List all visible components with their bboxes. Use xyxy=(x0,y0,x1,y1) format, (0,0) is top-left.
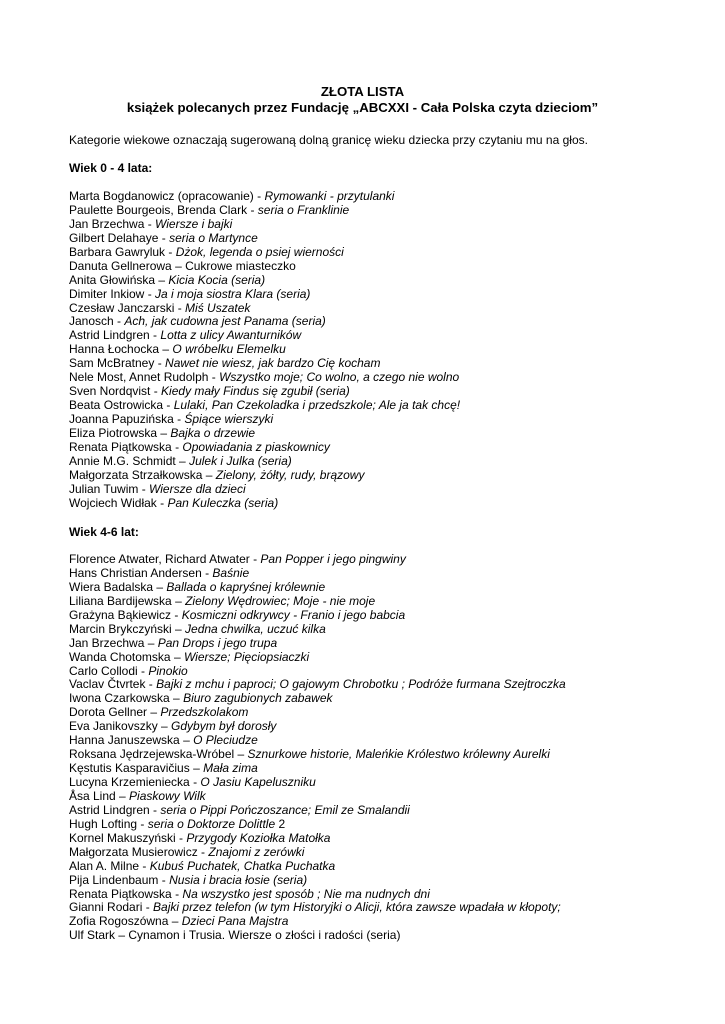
book-entry xyxy=(69,427,460,441)
book-title: Przygody Koziołka Matołka xyxy=(186,830,331,845)
book-entry xyxy=(69,455,460,469)
separator: - xyxy=(156,495,168,510)
separator: – xyxy=(157,719,172,734)
book-title: O Pleciudze xyxy=(193,733,258,748)
book-author: Barbara Gawryluk xyxy=(69,244,166,259)
separator: – xyxy=(168,914,182,929)
book-author: Roksana Jędrzejewska-Wróbel xyxy=(69,747,235,762)
document-subtitle: książek polecanych przez Fundację „ABCXXI - Cała Polska czyta dzieciom” xyxy=(126,100,599,115)
book-title: Zielony Wędrowiec; Moje - nie moje xyxy=(185,593,376,608)
book-entry xyxy=(69,874,566,888)
book-title: O wróbelku Elemelku xyxy=(172,342,286,357)
book-list-age-0-4 xyxy=(69,190,460,511)
book-author: Åsa Lind xyxy=(69,788,116,803)
separator: – xyxy=(159,342,173,357)
book-title: Nusia i bracia łosie (seria) xyxy=(169,872,308,887)
book-list-age-4-6 xyxy=(69,553,566,943)
book-title: Kosmiczni odkrywcy - Franio i jego babcia xyxy=(181,607,406,622)
book-author: Hans Christian Andersen xyxy=(69,565,202,580)
book-title: Julek i Julka (seria) xyxy=(189,453,292,468)
book-title: Przedszkolakom xyxy=(160,705,249,720)
book-entry xyxy=(69,553,566,567)
separator: - xyxy=(171,886,183,901)
book-author: Wojciech Widłak xyxy=(69,495,157,510)
book-entry xyxy=(69,274,460,288)
book-title: Baśnie xyxy=(212,565,250,580)
separator: - xyxy=(249,552,261,566)
book-title: Dzieci Pana Majstra xyxy=(181,914,289,929)
separator: – xyxy=(169,691,184,706)
separator: - xyxy=(150,384,162,399)
book-title: Biuro zagubionych zabawek xyxy=(183,691,333,706)
separator: - xyxy=(171,607,182,622)
book-title: Wiersze i bajki xyxy=(155,216,233,231)
book-entry xyxy=(69,595,566,609)
separator: – xyxy=(234,747,248,762)
book-entry xyxy=(69,567,566,581)
book-author: Alan A. Milne xyxy=(69,858,140,873)
separator: - xyxy=(201,565,213,580)
book-author: Małgorzata Strzałkowska xyxy=(69,467,203,482)
book-title: seria o Martynce xyxy=(169,230,258,245)
book-title: Ballada o kapryśnej królewnie xyxy=(166,579,326,594)
book-entry xyxy=(69,888,566,902)
book-author: Paulette Bourgeois, Brenda Clark xyxy=(69,202,248,217)
separator: - xyxy=(158,872,170,887)
book-entry xyxy=(69,748,566,762)
book-author: Annie M.G. Schmidt xyxy=(69,453,176,468)
book-author: Eliza Piotrowska xyxy=(69,425,158,440)
book-author: Lucyna Krzemieniecka xyxy=(69,775,190,789)
book-author: Gianni Rodari xyxy=(69,900,143,915)
book-author: Hanna Januszewska xyxy=(69,733,180,748)
separator: - xyxy=(149,328,161,343)
section-heading-age-4-6: Wiek 4-6 lat: xyxy=(69,525,139,539)
book-author: Renata Piątkowska xyxy=(69,439,172,454)
book-entry xyxy=(69,190,460,204)
separator: - xyxy=(173,412,185,426)
book-author: Anita Głowińska xyxy=(69,272,156,287)
book-entry xyxy=(69,609,566,623)
book-title: Zielony, żółty, rudy, brązowy xyxy=(215,467,365,482)
book-title: Piaskowy Wilk xyxy=(129,788,206,803)
separator: - xyxy=(197,844,209,859)
separator: – xyxy=(170,649,184,664)
book-author: Sven Nordqvist xyxy=(69,384,151,399)
book-entry xyxy=(69,329,460,343)
book-author: Nele Most, Annet Rudolph xyxy=(69,370,209,385)
book-entry xyxy=(69,483,460,497)
book-entry xyxy=(69,204,460,218)
book-author: Kornel Makuszyński xyxy=(69,830,176,845)
book-title: seria o Franklinie xyxy=(257,202,350,217)
book-entry xyxy=(69,260,460,274)
book-entry xyxy=(69,762,566,776)
book-entry xyxy=(69,343,460,357)
book-title-plain: Cynamon i Trusia. Wiersze o złości i radości (seria) xyxy=(128,928,401,943)
book-author: Wiera Badalska xyxy=(69,579,154,594)
separator: – xyxy=(189,761,204,776)
book-entry xyxy=(69,846,566,860)
book-title: seria o Doktorze Dolittle xyxy=(147,816,276,831)
separator: - xyxy=(139,858,150,873)
book-entry xyxy=(69,399,460,413)
book-entry xyxy=(69,915,566,929)
separator: - xyxy=(247,202,258,217)
separator: - xyxy=(175,830,187,845)
separator: - xyxy=(144,216,156,231)
age-category-note: Kategorie wiekowe oznaczają sugerowaną dolną granicę wieku dziecka przy czytaniu mu na głos. xyxy=(69,133,588,147)
separator: – xyxy=(147,705,161,720)
section-heading-age-0-4: Wiek 0 - 4 lata: xyxy=(69,161,153,175)
book-author: Marta Bogdanowicz (opracowanie) xyxy=(69,189,254,203)
book-entry xyxy=(69,315,460,329)
book-author: Zofia Rogoszówna xyxy=(69,914,169,929)
book-author: Małgorzata Musierowicz xyxy=(69,844,198,859)
book-title: Śpiące wierszyki xyxy=(184,412,274,426)
separator: – xyxy=(202,467,216,482)
book-author: Gilbert Delahaye xyxy=(69,230,159,245)
book-entry xyxy=(69,901,566,915)
book-title: O Jasiu Kapeluszniku xyxy=(200,775,316,789)
separator: - xyxy=(154,356,166,371)
separator: - xyxy=(137,663,149,678)
separator: – xyxy=(115,788,130,803)
book-title: Lulaki, Pan Czekoladka i przedszkole; Ale ja tak chcę! xyxy=(173,398,461,413)
book-author: Jan Brzechwa xyxy=(69,216,145,231)
book-title: Pinokio xyxy=(148,663,188,678)
book-author: Liliana Bardijewska xyxy=(69,593,172,608)
book-author: Grażyna Bąkiewicz xyxy=(69,607,172,622)
book-entry xyxy=(69,720,566,734)
book-author: Beata Ostrowicka xyxy=(69,398,164,413)
book-author: Iwona Czarkowska xyxy=(69,691,170,706)
book-title-plain: Cukrowe miasteczko xyxy=(185,258,296,273)
separator: – xyxy=(179,733,194,748)
separator: – xyxy=(155,272,169,287)
separator: - xyxy=(163,398,174,413)
book-title: Na wszystko jest sposób ; Nie ma nudnych dni xyxy=(182,886,430,901)
document-title: ZŁOTA LISTA xyxy=(320,84,405,99)
separator: - xyxy=(174,300,186,315)
book-entry xyxy=(69,734,566,748)
book-title: Wszystko moje; Co wolno, a czego nie wolno xyxy=(219,370,460,385)
book-entry xyxy=(69,288,460,302)
separator: - xyxy=(189,775,201,789)
book-entry xyxy=(69,357,460,371)
book-entry xyxy=(69,860,566,874)
separator: – xyxy=(171,258,186,273)
separator: – xyxy=(157,425,171,440)
book-entry xyxy=(69,469,460,483)
book-entry xyxy=(69,302,460,316)
book-title: Mała zima xyxy=(203,761,258,776)
book-title: seria o Pippi Pończoszance; Emil ze Smalandii xyxy=(160,802,410,817)
separator: – xyxy=(153,579,167,594)
book-author: Danuta Gellnerowa xyxy=(69,258,172,273)
book-author: Astrid Lindgren xyxy=(69,328,150,343)
separator: - xyxy=(149,802,161,817)
book-author: Sam McBratney xyxy=(69,356,155,371)
book-title: Ja i moja siostra Klara (seria) xyxy=(155,286,311,301)
book-title: Sznurkowe historie, Maleńkie Królestwo królewny Aurelki xyxy=(247,747,550,762)
separator: – xyxy=(171,621,186,636)
book-title: Bajki przez telefon (w tym Historyjki o Alicji, która zawsze wpadała w kłopoty; xyxy=(153,900,561,915)
book-entry xyxy=(69,790,566,804)
book-author: Vaclav Čtvrtek xyxy=(69,677,146,692)
book-entry xyxy=(69,776,566,790)
book-author: Hugh Lofting xyxy=(69,816,138,831)
separator: - xyxy=(113,314,125,329)
book-title: Rymowanki - przytulanki xyxy=(264,189,395,203)
book-author: Hanna Łochocka xyxy=(69,342,160,357)
book-title: Pan Drops i jego trupa xyxy=(157,635,278,650)
book-title: Bajka o drzewie xyxy=(170,425,256,440)
book-entry xyxy=(69,692,566,706)
book-title: Kicia Kocia (seria) xyxy=(168,272,266,287)
book-entry xyxy=(69,413,460,427)
book-title: Pan Popper i jego pingwiny xyxy=(260,552,406,566)
book-entry xyxy=(69,929,566,943)
book-author: Marcin Brykczyński xyxy=(69,621,172,636)
book-author: Dimiter Inkiow xyxy=(69,286,145,301)
book-author: Eva Janikovszky xyxy=(69,719,158,734)
book-title: Bajki z mchu i paproci; O gajowym Chrobotku ; Podróże furmana Szejtroczka xyxy=(156,677,566,692)
book-entry xyxy=(69,678,566,692)
book-entry xyxy=(69,804,566,818)
book-title: Miś Uszatek xyxy=(185,300,251,315)
book-title: Gdybym był dorosły xyxy=(171,719,277,734)
separator: – xyxy=(115,928,129,943)
book-entry xyxy=(69,581,566,595)
book-title: Kubuś Puchatek, Chatka Puchatka xyxy=(149,858,336,873)
separator: - xyxy=(208,370,220,385)
book-author: Pija Lindenbaum xyxy=(69,872,159,887)
book-author: Astrid Lindgren xyxy=(69,802,150,817)
book-title: Nawet nie wiesz, jak bardzo Cię kocham xyxy=(165,356,381,371)
book-author: Czesław Janczarski xyxy=(69,300,175,315)
book-entry xyxy=(69,832,566,846)
book-title: Jedna chwilka, uczuć kilka xyxy=(185,621,326,636)
book-title: Dżok, legenda o psiej wierności xyxy=(175,244,344,259)
book-title: Wiersze dla dzieci xyxy=(149,481,246,496)
separator: - xyxy=(142,900,154,915)
book-entry xyxy=(69,246,460,260)
book-entry xyxy=(69,218,460,232)
book-author: Carlo Collodi xyxy=(69,663,138,678)
book-entry xyxy=(69,818,566,832)
book-entry xyxy=(69,623,566,637)
book-author: Renata Piątkowska xyxy=(69,886,172,901)
book-author: Janosch xyxy=(69,314,114,329)
book-title: Ach, jak cudowna jest Panama (seria) xyxy=(124,314,326,329)
separator: – xyxy=(175,453,190,468)
separator: - xyxy=(144,286,156,301)
book-entry xyxy=(69,441,460,455)
book-entry xyxy=(69,706,566,720)
separator: - xyxy=(171,439,183,454)
book-title-plain: 2 xyxy=(275,816,286,831)
book-entry xyxy=(69,232,460,246)
book-title: Pan Kuleczka (seria) xyxy=(167,495,279,510)
book-title: Znajomi z zerówki xyxy=(208,844,305,859)
book-author: Florence Atwater, Richard Atwater xyxy=(69,552,250,566)
separator: - xyxy=(158,230,170,245)
book-author: Kęstutis Kasparavičius xyxy=(69,761,190,776)
separator: - xyxy=(253,189,265,203)
separator: - xyxy=(145,677,157,692)
book-entry xyxy=(69,497,460,511)
separator: - xyxy=(137,816,148,831)
book-author: Jan Brzechwa xyxy=(69,635,145,650)
book-author: Wanda Chotomska xyxy=(69,649,171,664)
book-title: Wiersze; Pięciopsiaczki xyxy=(183,649,310,664)
book-entry xyxy=(69,385,460,399)
book-author: Ulf Stark xyxy=(69,928,116,943)
book-author: Joanna Papuzińska xyxy=(69,412,174,426)
separator: – xyxy=(144,635,158,650)
book-title: Opowiadania z piaskownicy xyxy=(182,439,330,454)
separator: - xyxy=(138,481,150,496)
book-entry xyxy=(69,651,566,665)
book-entry xyxy=(69,371,460,385)
book-entry xyxy=(69,637,566,651)
separator: - xyxy=(165,244,176,259)
separator: – xyxy=(171,593,186,608)
book-author: Dorota Gellner xyxy=(69,705,148,720)
book-author: Julian Tuwim xyxy=(69,481,139,496)
book-title: Lotta z ulicy Awanturników xyxy=(160,328,302,343)
book-title: Kiedy mały Findus się zgubił (seria) xyxy=(161,384,350,399)
